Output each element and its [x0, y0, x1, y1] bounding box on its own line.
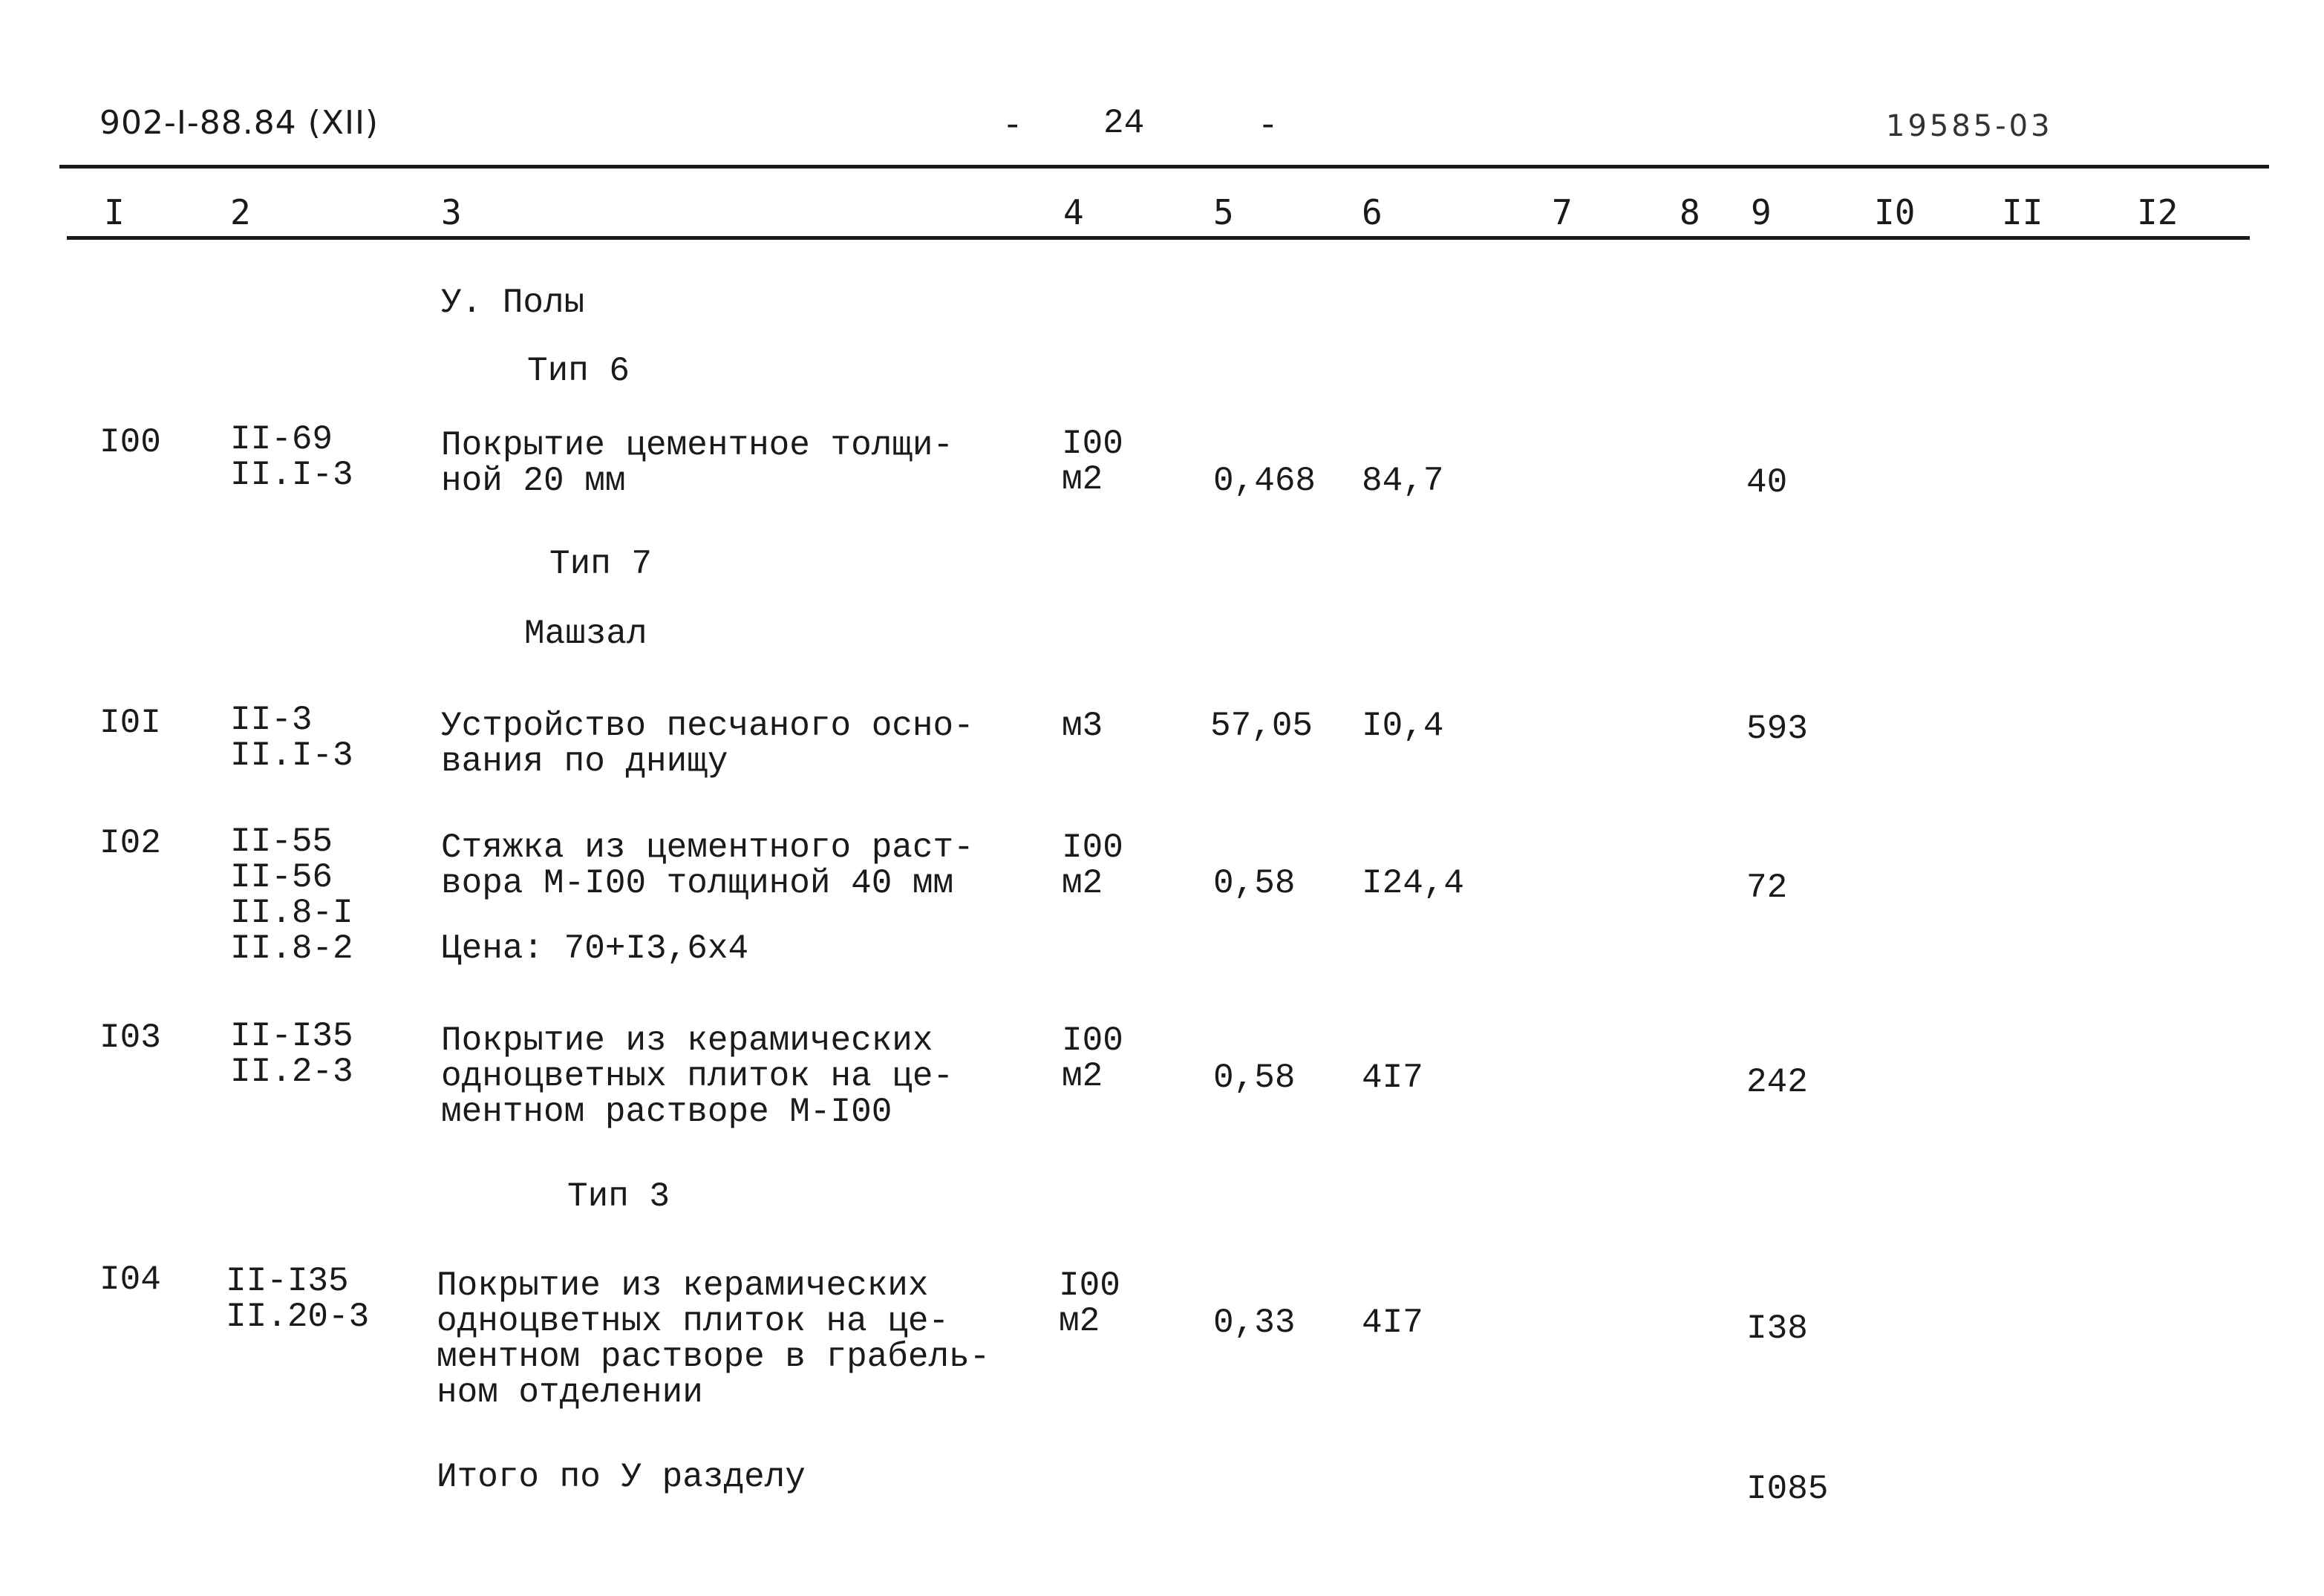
room-heading-mashzal: Машзал: [524, 615, 647, 653]
column-header-3: 3: [441, 192, 462, 232]
column-header-4: 4: [1063, 192, 1084, 232]
column-header-7: 7: [1552, 192, 1573, 232]
row-cost: 242: [1746, 1063, 1808, 1102]
row-unit-price: 84,7: [1362, 462, 1444, 500]
column-header-6: 6: [1362, 192, 1383, 232]
page-number-dash-left: -: [1002, 107, 1023, 145]
row-codes: II-I35 II.20-3: [226, 1262, 370, 1336]
row-unit: м3: [1062, 707, 1103, 745]
document-code: 902-I-88.84 (XII): [99, 104, 379, 142]
row-codes: II-55 II-56 II.8-I II.8-2: [230, 822, 353, 968]
row-number: I03: [99, 1018, 161, 1057]
row-unit: I00 м2: [1062, 828, 1123, 903]
row-description: Устройство песчаного осно- вания по днищу: [441, 707, 974, 781]
column-header-12: I2: [2137, 192, 2178, 232]
row-price-note: Цена: 70+I3,6x4: [441, 929, 749, 968]
row-cost: I38: [1746, 1309, 1808, 1348]
row-description: Покрытие цементное толщи- ной 20 мм: [441, 426, 954, 500]
subtype-heading-6: Тип 6: [527, 352, 630, 390]
header-bottom-rule: [67, 236, 2250, 240]
row-unit: I00 м2: [1059, 1266, 1120, 1341]
subtype-heading-3: Тип 3: [567, 1177, 670, 1216]
row-quantity: 0,58: [1213, 864, 1296, 903]
row-description: Покрытие из керамических одноцветных плиток на це- ментном растворе М-I00: [441, 1021, 954, 1131]
page-number-dash-right: -: [1258, 107, 1279, 145]
row-quantity: 57,05: [1210, 707, 1313, 745]
section-total-label: Итого по У разделу: [437, 1458, 806, 1497]
column-header-11: II: [2002, 192, 2043, 232]
row-quantity: 0,468: [1213, 462, 1316, 500]
row-codes: II-I35 II.2-3: [230, 1017, 353, 1091]
subtype-heading-7: Тип 7: [549, 545, 653, 583]
section-title: У. Полы: [441, 284, 585, 322]
row-unit: I00 м2: [1062, 425, 1123, 499]
row-cost: 72: [1746, 869, 1788, 907]
row-cost: 593: [1746, 710, 1808, 748]
row-number: I04: [99, 1260, 161, 1299]
column-header-2: 2: [230, 192, 251, 232]
inventory-number: 19585-03: [1886, 109, 2053, 143]
header-top-rule: [59, 165, 2269, 169]
column-header-8: 8: [1680, 192, 1700, 232]
row-codes: II-3 II.I-3: [230, 701, 353, 775]
column-header-5: 5: [1213, 192, 1234, 232]
row-number: I02: [99, 824, 161, 863]
row-unit-price: 4I7: [1362, 1059, 1423, 1097]
row-description: Стяжка из цементного раст- вора М-I00 толщиной 40 мм: [441, 828, 974, 903]
row-unit-price: I0,4: [1362, 707, 1444, 745]
row-quantity: 0,33: [1213, 1304, 1296, 1342]
column-header-1: I: [104, 192, 125, 232]
row-number: I0I: [99, 704, 161, 742]
row-codes: II-69 II.I-3: [230, 420, 353, 494]
page-number: 24: [1103, 104, 1145, 143]
row-unit-price: 4I7: [1362, 1304, 1423, 1342]
column-header-9: 9: [1751, 192, 1772, 232]
column-header-10: I0: [1874, 192, 1916, 232]
row-unit-price: I24,4: [1362, 864, 1465, 903]
row-cost: 40: [1746, 463, 1788, 502]
row-number: I00: [99, 423, 161, 462]
section-total-value: I085: [1746, 1470, 1829, 1508]
row-quantity: 0,58: [1213, 1059, 1296, 1097]
row-unit: I00 м2: [1062, 1021, 1123, 1096]
row-description: Покрытие из керамических одноцветных плиток на це- ментном растворе в грабель- ном отделении: [437, 1266, 990, 1412]
